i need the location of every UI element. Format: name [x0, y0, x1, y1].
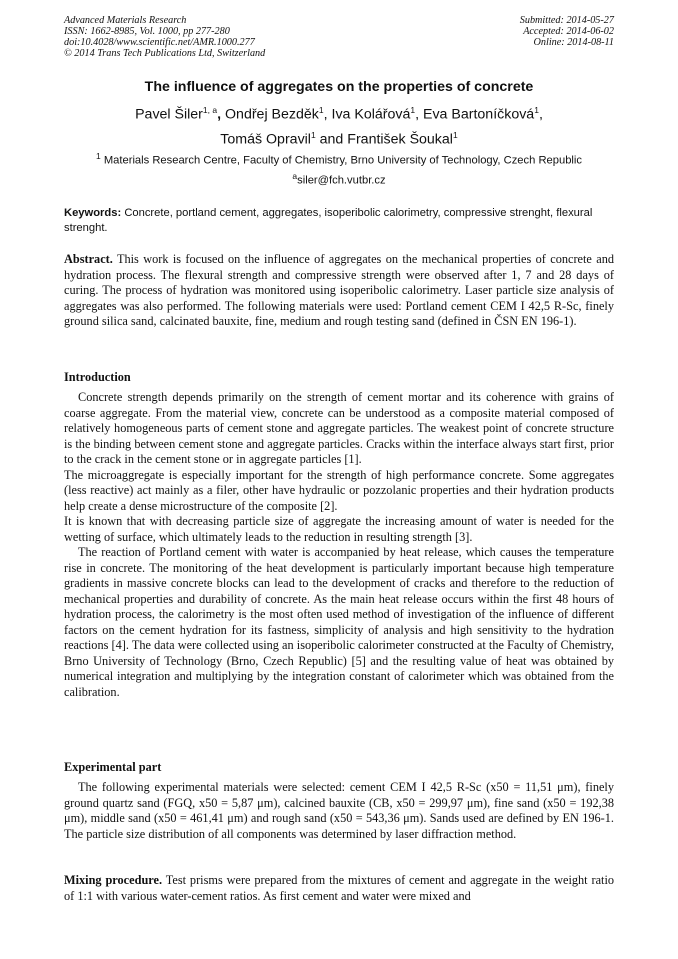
paper-title: The influence of aggregates on the properties of concrete — [144, 79, 534, 95]
abstract — [64, 252, 614, 330]
author-name: Eva Bartoníčková — [423, 106, 535, 123]
experimental-paragraph: The following experimental materials were selected: cement CEM I 42,5 R-Sc (x50 = 11,51 μm), finely ground quartz sand (FGQ, x50 = 5,87 μm), calcined bauxite (CB, x50 = 299,97 μm), fine sand (x50 = 192,38 μm), middle sand (x50 = 461,41 μm) and rough sand (x50 = 543,36 μm). Sands used are defined by EN 196-1. The particle size distribution of all components was determined by laser diffraction method. — [64, 780, 614, 841]
experimental-section — [64, 780, 614, 842]
abstract-label: Abstract. — [64, 252, 113, 266]
journal-issn: ISSN: 1662-8985, Vol. 1000, pp 277-280 — [64, 26, 230, 37]
affiliation-mark: 1 — [96, 151, 101, 161]
submission-dates — [520, 15, 614, 48]
introduction-section — [64, 390, 614, 700]
online-date: Online: 2014-08-11 — [533, 37, 614, 48]
intro-paragraph: The reaction of Portland cement with water is accompanied by heat release, which causes the temperature rise in concrete. The monitoring of the heat development is particularly important because high temperature gradients in massive concrete blocks can lead to the development of cracks and therefore to the reduction of mechanical properties and durability of concrete. As the main heat release occurs within the first 48 hours of hydration process, the calorimetry is the most often used method of investigation of the influence of different factors on the cement hydration for its fastness, simplicity of analysis and high sensitivity to the hydration reactions [4]. The data were collected using an isoperibolic calorimeter constructed at the Faculty of Chemistry, Brno University of Technology (Brno, Czech Republic) [5] and the resulting value of heat was obtained by numerical integration and multiplying by the integration constant of calorimeter which was obtained from the calibration. — [64, 545, 614, 699]
intro-paragraph: It is known that with decreasing particle size of aggregate the increasing amount of water is needed for the wetting of surface, which ultimately leads to the reduction in resulting strength [3]. — [64, 514, 614, 544]
affiliation — [40, 149, 638, 168]
author-affil-mark: 1 — [534, 105, 539, 115]
author-list: Pavel Šiler$^{1, a}$, Ondřej Bezděk$^1$, Iva Kolářová$^1$, Eva Bartoníčková$^1$, Tomáš Opravil$^1$ and František Šoukal$^1$ — [135, 105, 543, 148]
affiliation-text: Materials Research Centre, Faculty of Chemistry, Brno University of Technology, Czech Republic — [103, 154, 582, 167]
mixing-procedure — [64, 873, 614, 904]
mixing-text: Test prisms were prepared from the mixtures of cement and aggregate in the weight ratio of 1:1 with various water-cement ratios. As first cement and water were mixed and — [64, 873, 615, 903]
author-affil-mark: 1, a — [202, 105, 218, 115]
intro-paragraph: The microaggregate is especially important for the strength of high performance concrete. Some aggregates (less reactive) act mainly as a filer, other have hydraulic or pozzolanic properties and their hydration products help create a dense microstructure of the composite [2]. — [64, 467, 614, 513]
author-name: Tomáš Opravil — [220, 131, 311, 148]
author-affil-mark: 1 — [318, 105, 324, 115]
contact-email — [40, 169, 638, 188]
introduction-heading-wrap — [64, 370, 614, 386]
introduction-heading: Introduction — [64, 370, 131, 384]
author-conjunction: and — [319, 131, 344, 148]
experimental-heading: Experimental part — [64, 760, 162, 774]
intro-paragraph: Concrete strength depends primarily on the strength of cement mortar and its coherence with grains of coarse aggregate. From the material view, concrete can be understood as a composite material composed of relatively homogeneous parts of cement stone and aggregate particles. The weakest point of concrete structure is the binding between cement stone and aggregate particles. Cracks within the interface always start first, prior to the crack in the cement stone or in aggregate particles [1]. — [64, 390, 614, 466]
author-affil-mark: 1 — [410, 105, 416, 115]
author-affil-mark: 1 — [310, 129, 316, 140]
author-affil-mark: 1 — [452, 129, 458, 140]
journal-doi: doi:10.4028/www.scientific.net/AMR.1000.277 — [64, 37, 255, 48]
email-mark: a — [292, 171, 298, 181]
accepted-date: Accepted: 2014-06-02 — [523, 26, 614, 37]
author-name: Pavel Šiler — [135, 106, 203, 123]
journal-copyright: © 2014 Trans Tech Publications Ltd, Switzerland — [64, 48, 266, 59]
keywords — [64, 206, 614, 236]
journal-name: Advanced Materials Research — [64, 15, 187, 26]
mixing-label: Mixing procedure. — [64, 873, 163, 887]
author-name: Iva Kolářová — [331, 106, 411, 123]
abstract-text: This work is focused on the influence of aggregates on the mechanical properties of concrete and hydration process. The flexural strength and compressive strength were observed after 1, 7 and 28 days of curing. The process of hydration was monitored using isoperibolic calorimetry. Laser particle size analysis of aggregates was also performed. The following materials were used: Portland cement CEM I 42,5 R-Sc, finely ground silica sand, calcinated bauxite, fine, medium and rough testing sand (defined in ČSN EN 196-1). — [64, 252, 614, 328]
submitted-date: Submitted: 2014-05-27 — [519, 15, 614, 26]
email-address: siler@fch.vutbr.cz — [297, 174, 386, 187]
author-name: Ondřej Bezděk — [225, 106, 319, 123]
journal-info — [64, 15, 265, 59]
experimental-heading-wrap — [64, 760, 614, 776]
keywords-text: Concrete, portland cement, aggregates, isoperibolic calorimetry, compressive strenght, flexural strenght. — [64, 207, 593, 234]
keywords-label: Keywords: — [64, 207, 122, 219]
author-name: František Šoukal — [347, 131, 453, 148]
